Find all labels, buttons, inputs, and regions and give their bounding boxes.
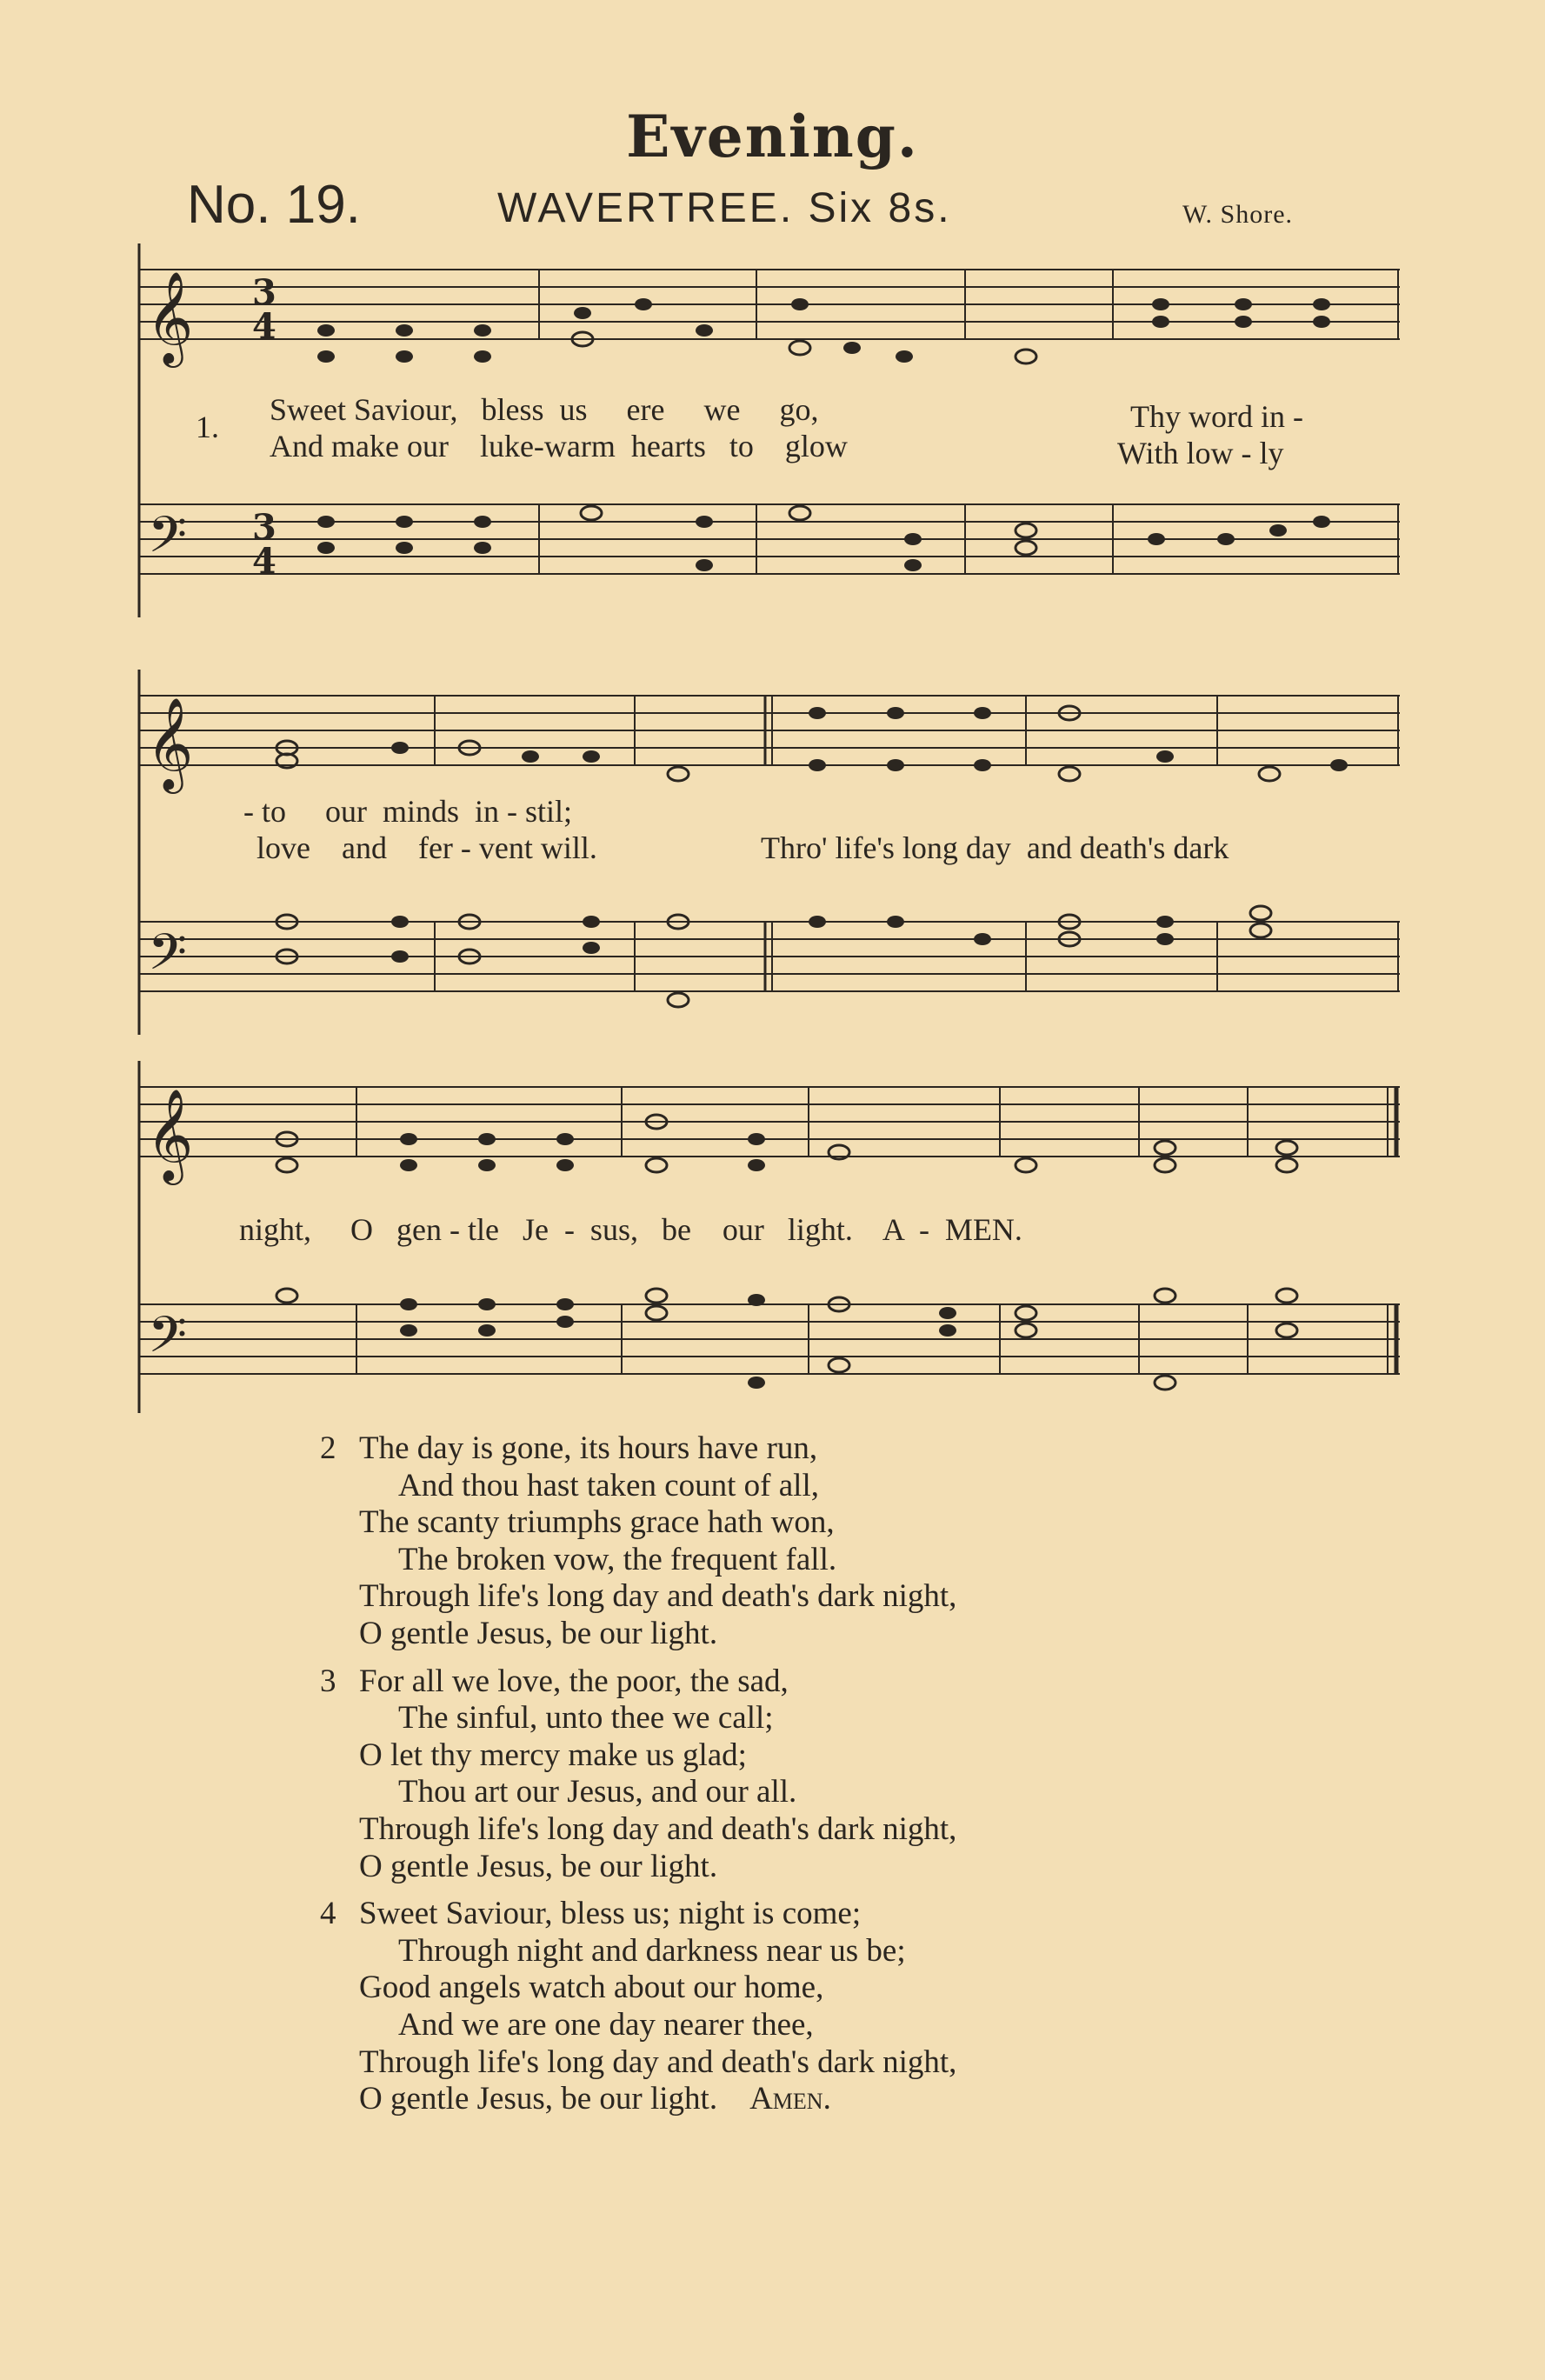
music-system-1 bbox=[122, 235, 1408, 635]
svg-text:𝄢: 𝄢 bbox=[148, 1305, 188, 1377]
verse-number: 4 bbox=[320, 1896, 336, 1932]
svg-text:𝄞: 𝄞 bbox=[146, 270, 194, 363]
verse-line: The sinful, unto thee we call; bbox=[398, 1700, 774, 1737]
verse-2 bbox=[320, 1430, 956, 1653]
verse-line: O gentle Jesus, be our light. bbox=[359, 1848, 718, 1884]
verse-number: 3 bbox=[320, 1663, 336, 1699]
lyric-line: And make our luke-warm hearts to glow bbox=[270, 429, 848, 463]
verse-line: Sweet Saviour, bless us; night is come; bbox=[359, 1896, 862, 1932]
lyric-line: love and fer - vent will. bbox=[256, 830, 597, 865]
composer-name: W. Shore. bbox=[1182, 200, 1294, 229]
svg-text:4: 4 bbox=[252, 541, 276, 582]
tune-name: WAVERTREE. Six 8s. bbox=[497, 185, 952, 231]
lyric-line: night, O gen - tle Je - sus, be our light. A - MEN. bbox=[239, 1212, 1022, 1247]
verse-line: And thou hast taken count of all, bbox=[398, 1467, 819, 1503]
verse-3 bbox=[320, 1663, 956, 1886]
svg-text:3: 3 bbox=[252, 507, 276, 548]
lyric-line: Thy word in - bbox=[1130, 399, 1303, 434]
verse-line: And we are one day nearer thee, bbox=[398, 2006, 814, 2043]
svg-text:3: 3 bbox=[252, 272, 276, 313]
verse-line: For all we love, the poor, the sad, bbox=[359, 1663, 789, 1699]
verse-line: Through life's long day and death's dark night, bbox=[359, 1578, 957, 1615]
svg-text:𝄢: 𝄢 bbox=[148, 505, 188, 577]
verse-number: 1. bbox=[196, 410, 219, 444]
section-heading: Evening. bbox=[626, 103, 919, 170]
svg-text:𝄞: 𝄞 bbox=[146, 1088, 194, 1181]
verse-line: The scanty triumphs grace hath won, bbox=[359, 1504, 835, 1541]
verse-number: 2 bbox=[320, 1430, 336, 1466]
verse-line: Thou art our Jesus, and our all. bbox=[398, 1774, 797, 1810]
verse-line-text: O gentle Jesus, be our light. bbox=[359, 2081, 718, 2117]
verses-block bbox=[320, 1430, 956, 2129]
lyric-line: Sweet Saviour, bless us ere we go, bbox=[270, 392, 819, 427]
verse-line: Good angels watch about our home, bbox=[359, 1970, 824, 2006]
verse-line-final bbox=[320, 2081, 956, 2118]
verse-line: Through life's long day and death's dark night, bbox=[359, 1810, 957, 1847]
amen-text: Amen. bbox=[749, 2081, 831, 2117]
verse-4 bbox=[320, 1896, 956, 2118]
verse-line: Through life's long day and death's dark night, bbox=[359, 2043, 957, 2080]
lyric-line: - to our minds in - stil; bbox=[243, 794, 572, 829]
verse-line: O let thy mercy make us glad; bbox=[359, 1737, 747, 1773]
hymn-number: No. 19. bbox=[187, 175, 361, 235]
svg-text:𝄢: 𝄢 bbox=[148, 923, 188, 994]
music-system-3 bbox=[122, 1048, 1408, 1430]
svg-text:4: 4 bbox=[252, 306, 276, 347]
verse-line: The day is gone, its hours have run, bbox=[359, 1430, 818, 1466]
verse-line: Through night and darkness near us be; bbox=[398, 1932, 906, 1969]
lyric-line: With low - ly bbox=[1117, 436, 1284, 470]
lyric-line: Thro' life's long day and death's dark bbox=[761, 830, 1229, 865]
verse-line: O gentle Jesus, be our light. bbox=[359, 1615, 718, 1651]
music-system-2 bbox=[122, 652, 1408, 1052]
verse-line: The broken vow, the frequent fall. bbox=[398, 1541, 837, 1577]
svg-text:𝄞: 𝄞 bbox=[146, 697, 194, 790]
